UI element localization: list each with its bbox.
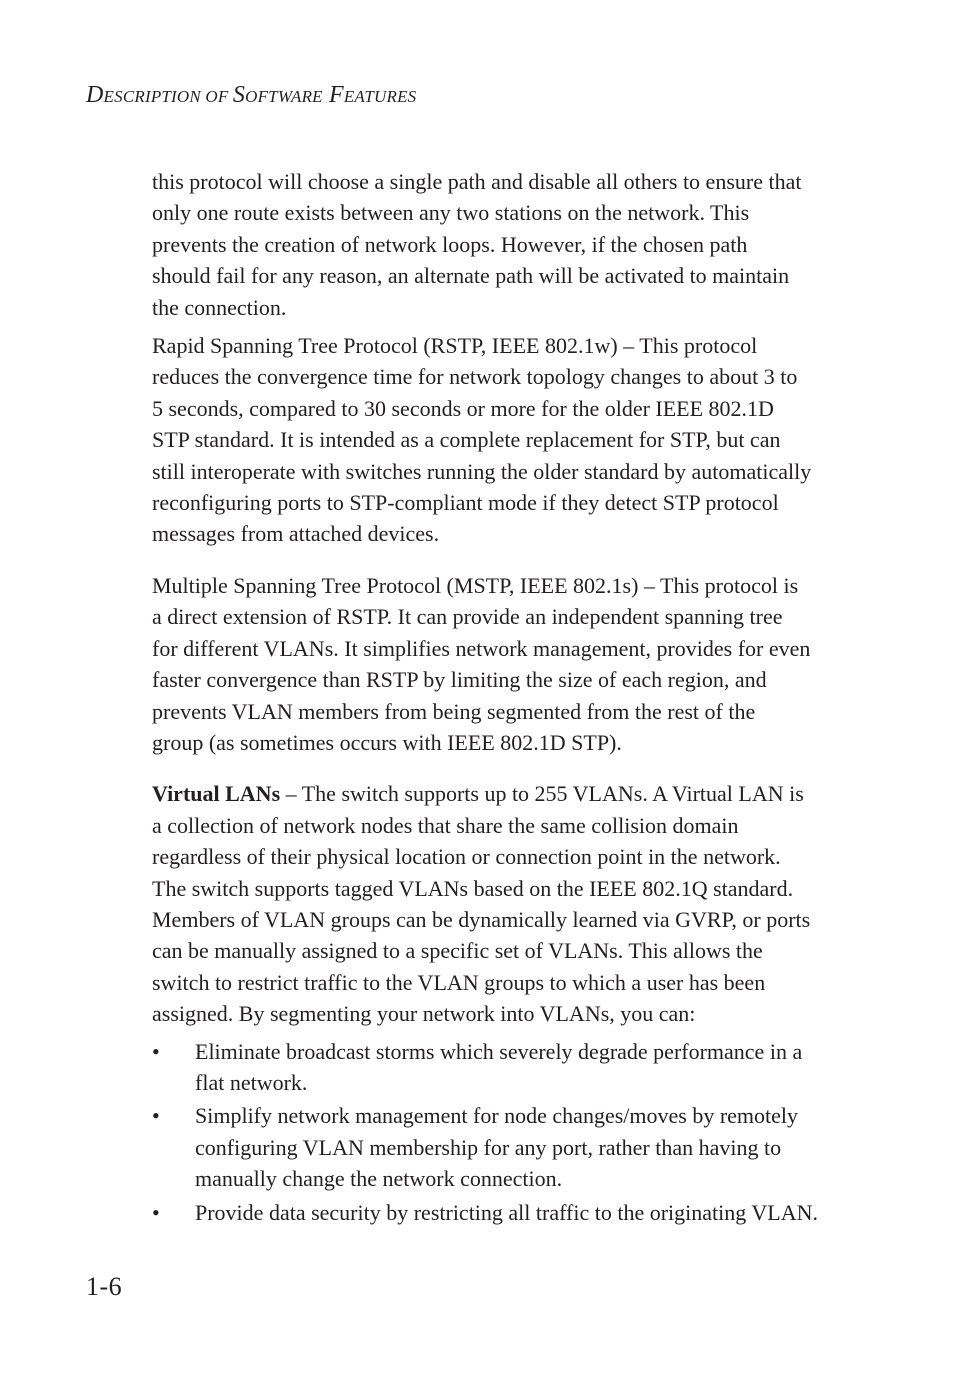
text-line: reconfiguring ports to STP-compliant mode if they detect STP protocol (152, 490, 779, 516)
text-line: can be manually assigned to a specific set of VLANs. This allows the (152, 938, 763, 964)
text-line: manually change the network connection. (195, 1166, 563, 1192)
bullet-marker: • (152, 1199, 160, 1225)
paragraph-mstp (152, 570, 852, 758)
text-line: Provide data security by restricting all traffic to the originating VLAN. (195, 1199, 818, 1225)
text-line: this protocol will choose a single path and disable all others to ensure that (152, 169, 802, 194)
paragraph-stp-continued (152, 166, 852, 323)
text-line: a collection of network nodes that share the same collision domain (152, 812, 739, 838)
text-line: should fail for any reason, an alternate path will be activated to maintain (152, 263, 790, 289)
text-line: switch to restrict traffic to the VLAN groups to which a user has been (152, 969, 766, 995)
text-line: group (as sometimes occurs with IEEE 802.1D STP). (152, 729, 622, 755)
paragraph-rstp (152, 330, 852, 550)
bullet-list (152, 1036, 852, 1228)
text-line: Simplify network management for node changes/moves by remotely (195, 1103, 799, 1129)
text-line: only one route exists between any two stations on the network. This (152, 200, 750, 226)
text-line: flat network. (195, 1069, 308, 1095)
term-virtual-lans: Virtual LANs (152, 781, 281, 807)
text-line: still interoperate with switches running the older standard by automatically (152, 458, 812, 484)
text-line: regardless of their physical location or connection point in the network. (152, 844, 781, 870)
header-cap-f: F (322, 82, 344, 108)
text-line: messages from attached devices. (152, 521, 440, 547)
text-line: a direct extension of RSTP. It can provide an independent spanning tree (152, 604, 783, 630)
body-text (152, 166, 852, 1230)
header-small-caps-oftware: OFTWARE (245, 87, 323, 106)
text-line: Multiple Spanning Tree Protocol (MSTP, IEEE 802.1s) – This protocol is (152, 572, 799, 598)
text-line (152, 778, 852, 809)
text-line: prevents VLAN members from being segmented from the rest of the (152, 698, 756, 724)
list-item (152, 1100, 852, 1194)
bullet-marker: • (152, 1038, 160, 1064)
page-number: 1-6 (86, 1272, 123, 1301)
text-line: faster convergence than RSTP by limiting the size of each region, and (152, 667, 767, 693)
header-small-caps-eatures: EATURES (343, 87, 417, 106)
list-item (152, 1197, 852, 1228)
text-line: configuring VLAN membership for any port, rather than having to (195, 1134, 782, 1160)
list-item (152, 1036, 852, 1099)
text-fragment: – The switch supports up to 255 VLANs. A Virtual LAN is (280, 781, 804, 807)
text-line: reduces the convergence time for network topology changes to about 3 to (152, 364, 798, 390)
text-line: assigned. By segmenting your network into VLANs, you can: (152, 1001, 696, 1027)
text-line: Rapid Spanning Tree Protocol (RSTP, IEEE 802.1w) – This protocol (152, 333, 758, 359)
text-line: the connection. (152, 294, 287, 320)
text-line: The switch supports tagged VLANs based on the IEEE 802.1Q standard. (152, 875, 794, 901)
text-line: Eliminate broadcast storms which severely degrade performance in a (195, 1038, 803, 1064)
running-header (86, 82, 416, 109)
paragraph-virtual-lans (152, 778, 852, 1029)
text-line: 5 seconds, compared to 30 seconds or more for the older IEEE 802.1D (152, 395, 774, 421)
text-line: STP standard. It is intended as a complete replacement for STP, but can (152, 427, 781, 453)
header-small-caps-escription: ESCRIPTION (103, 87, 201, 106)
text-line: prevents the creation of network loops. However, if the chosen path (152, 231, 748, 257)
bullet-marker: • (152, 1103, 160, 1129)
text-line: Members of VLAN groups can be dynamically learned via GVRP, or ports (152, 906, 811, 932)
header-cap-s: S (232, 82, 246, 108)
text-line: for different VLANs. It simplifies network management, provides for even (152, 635, 811, 661)
header-cap-d: D (86, 82, 104, 108)
header-small-caps-of: OF (200, 87, 233, 106)
